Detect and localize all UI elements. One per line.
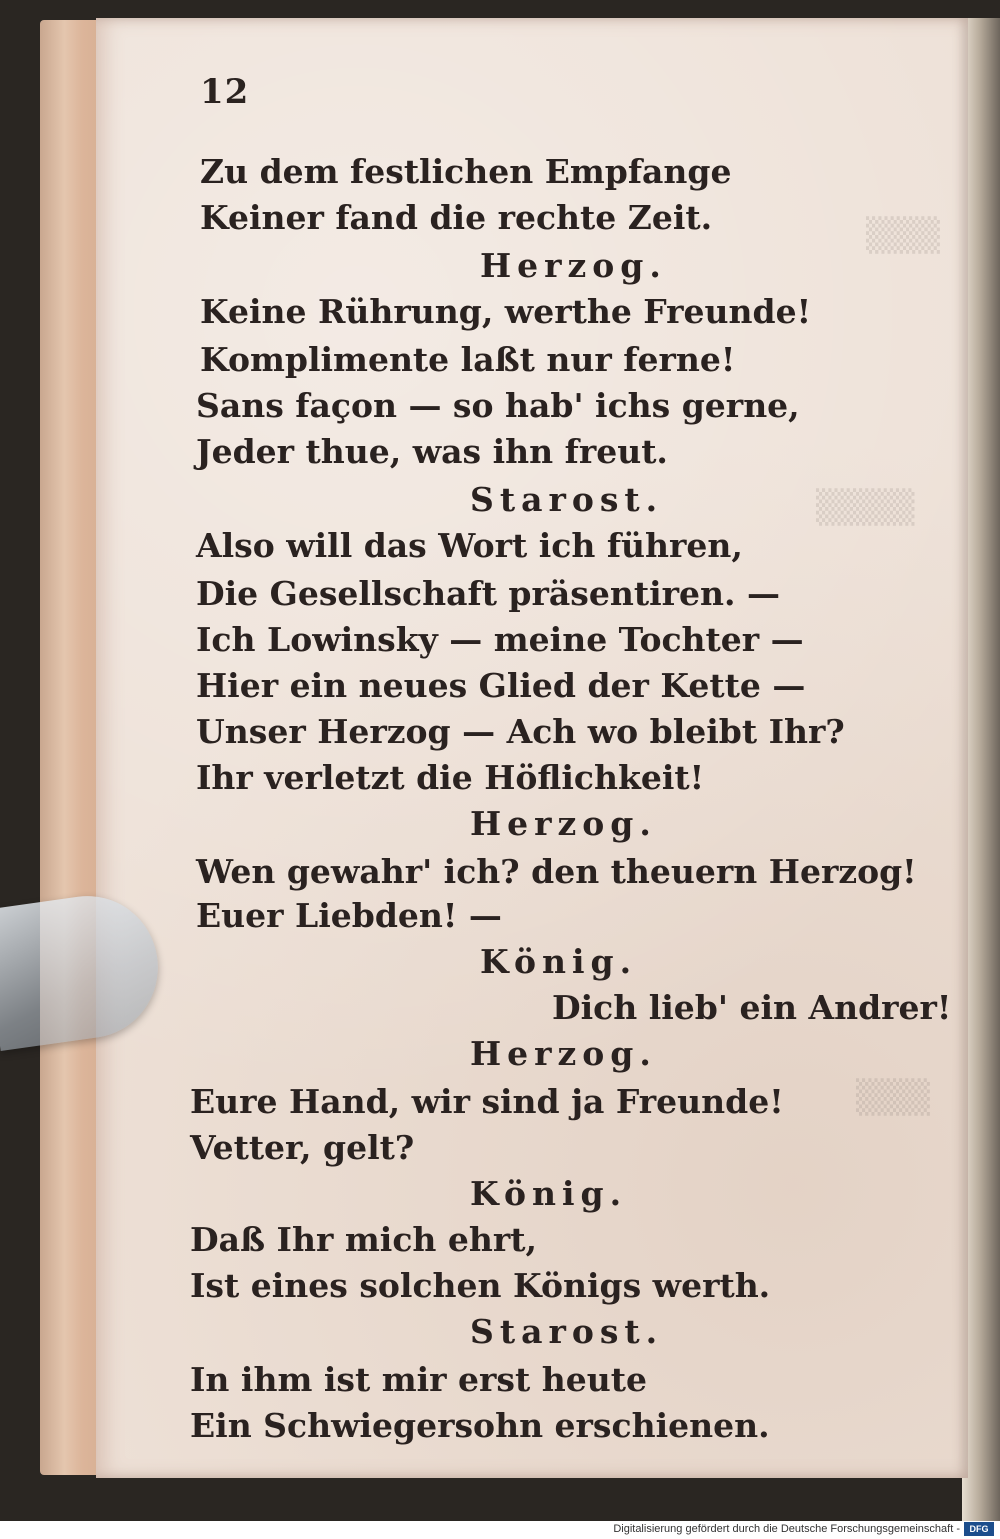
verse-line: Ist eines solchen Königs werth. [190, 1266, 771, 1305]
verse-line: Dich lieb' ein Andrer! [552, 988, 952, 1027]
verse-line: In ihm ist mir erst heute [190, 1360, 647, 1399]
verse-line: Ich Lowinsky — meine Tochter — [196, 620, 804, 659]
show-through: ▒▒▒ [856, 1078, 930, 1116]
verse-line: Eure Hand, wir sind ja Freunde! [190, 1082, 784, 1121]
show-through: ▒▒▒ [866, 216, 940, 254]
speaker-name: Herzog. [470, 804, 657, 843]
speaker-name: Starost. [470, 480, 664, 519]
verse-line: Euer Liebden! — [196, 896, 502, 935]
verse-line: Also will das Wort ich führen, [196, 526, 743, 565]
verse-line: Zu dem festlichen Empfange [200, 152, 732, 191]
verse-line: Keiner fand die rechte Zeit. [200, 198, 713, 237]
verse-line: Keine Rührung, werthe Freunde! [200, 292, 812, 331]
dfg-logo: DFG [964, 1522, 994, 1536]
verse-line: Wen gewahr' ich? den theuern Herzog! [196, 852, 917, 891]
show-through: ▒▒▒▒ [816, 488, 915, 526]
verse-line: Daß Ihr mich ehrt, [190, 1220, 537, 1259]
verse-line: Jeder thue, was ihn freut. [196, 432, 668, 471]
speaker-name: Herzog. [480, 246, 667, 285]
verse-line: Unser Herzog — Ach wo bleibt Ihr? [196, 712, 845, 751]
verse-line: Komplimente laßt nur ferne! [200, 340, 736, 379]
page-number: 12 [200, 72, 250, 112]
verse-line: Vetter, gelt? [190, 1128, 415, 1167]
verse-line: Ihr verletzt die Höflichkeit! [196, 758, 705, 797]
verse-line: Die Gesellschaft präsentiren. — [196, 574, 780, 613]
speaker-name: König. [470, 1174, 628, 1213]
speaker-name: Starost. [470, 1312, 664, 1351]
speaker-name: König. [480, 942, 638, 981]
verse-line: Sans façon — so hab' ichs gerne, [196, 386, 800, 425]
speaker-name: Herzog. [470, 1034, 657, 1073]
verse-line: Hier ein neues Glied der Kette — [196, 666, 806, 705]
footer-credit: Digitalisierung gefördert durch die Deutsche Forschungsgemeinschaft - [613, 1523, 960, 1535]
verse-line: Ein Schwiegersohn erschienen. [190, 1406, 770, 1445]
